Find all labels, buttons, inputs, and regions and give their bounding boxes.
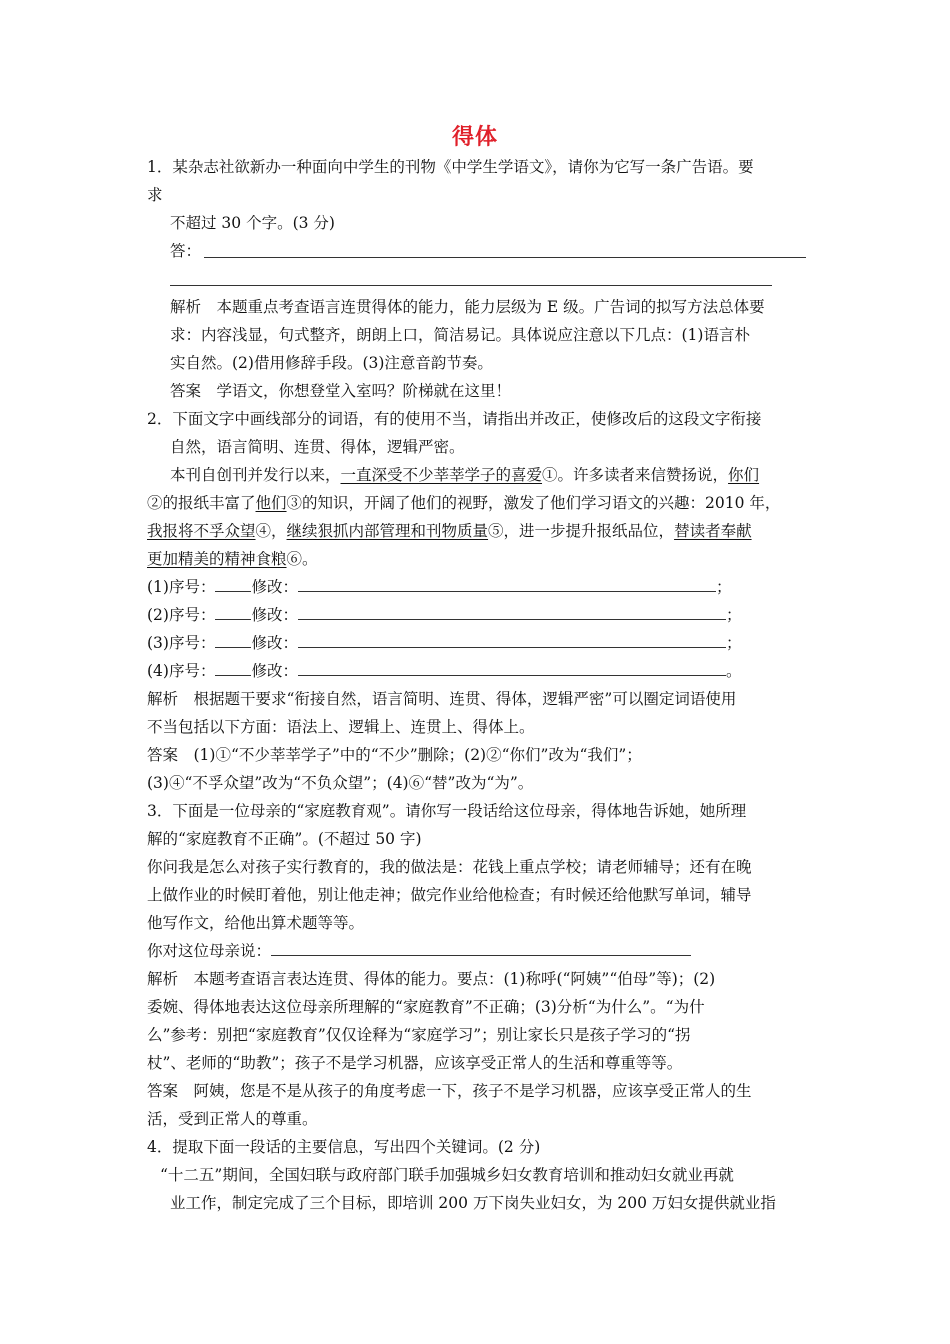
correction-blank[interactable] [298,605,726,620]
q2-prompt-line: 自然，语言简明、连贯、得体，逻辑严密。 [170,438,465,456]
underlined-phrase-6: 替读者奉献 [674,522,752,540]
passage-text: ②的报纸丰富了 [147,494,256,512]
q1-analysis-line: 实自然。(2)借用修辞手段。(3)注意音韵节奏。 [170,354,493,372]
q4-prompt: 4．提取下面一段话的主要信息，写出四个关键词。(2 分) [147,1138,541,1156]
item-label: (1)序号： [147,578,216,596]
number-blank[interactable] [215,577,251,592]
number-blank[interactable] [215,633,251,648]
underlined-phrase-7: 更加精美的精神食粮 [147,550,287,568]
q1-prompt-line: 1．某杂志社欲新办一种面向中学生的刊物《中学生学语文》，请你为它写一条广告语。要 [147,158,754,176]
q2-passage-line [170,465,759,485]
q3-prompt-line: 解的“家庭教育不正确”。(不超过 50 字) [147,830,422,848]
item-mid: 修改： [251,606,298,624]
q3-analysis-line: 委婉、得体地表达这位母亲所理解的“家庭教育”不正确；(3)分析“为什么”。“为什 [147,998,705,1016]
passage-text: ⑥。 [286,550,318,568]
q2-answer-line: 答案 (1)①“不少莘莘学子”中的“不少”删除；(2)②“你们”改为“我们”； [147,746,642,764]
underlined-phrase-1: 一直深受不少莘莘学子的喜爱 [340,466,543,484]
item-mid: 修改： [251,578,298,596]
q2-prompt-line: 2．下面文字中画线部分的词语，有的使用不当，请指出并改正，使修改后的这段文字衔接 [147,410,762,428]
item-mid: 修改： [251,662,298,680]
q4-text-line: 业工作，制定完成了三个目标，即培训 200 万下岗失业妇女，为 200 万妇女提供就业指 [170,1194,776,1212]
item-mid: 修改： [251,634,298,652]
reply-blank[interactable] [271,941,691,956]
q3-analysis-line: 杖”、老师的“助教”；孩子不是学习机器，应该享受正常人的生活和尊重等等。 [147,1054,683,1072]
passage-text: ⑤，进一步提升报纸品位， [488,522,675,540]
correction-blank[interactable] [298,633,726,648]
q4-text-line: “十二五”期间，全国妇联与政府部门联手加强城乡妇女教育培训和推动妇女就业再就 [160,1166,734,1184]
number-blank[interactable] [215,605,251,620]
q2-item-3 [147,633,742,653]
passage-text: ①。许多读者来信赞扬说， [542,466,729,484]
item-end: ； [715,578,732,596]
q1-answer: 答案 学语文，你想登堂入室吗？阶梯就在这里！ [170,382,512,400]
q1-analysis-line: 解析 本题重点考查语言连贯得体的能力，能力层级为 E 级。广告词的拟写方法总体要 [170,298,765,316]
q1-answer-line-2 [170,285,772,286]
item-end: 。 [725,662,742,680]
q3-analysis-line: 解析 本题考查语言表达连贯、得体的能力。要点：(1)称呼(“阿姨”“伯母”等)；(2) [147,970,716,988]
underlined-phrase-2: 你们 [728,466,760,484]
number-blank[interactable] [215,661,251,676]
passage-text: ③的知识，开阔了他们的视野，激发了他们学习语文的兴趣：2010 年， [286,494,781,512]
q1-requirement: 不超过 30 个字。(3 分) [170,214,335,232]
q1-answer-line [204,257,806,258]
item-label: (2)序号： [147,606,216,624]
item-end: ； [725,634,742,652]
q2-answer-line: (3)④“不孚众望”改为“不负众望”；(4)⑥“替”改为“为”。 [147,774,534,792]
underlined-phrase-4: 我报将不孚众望 [147,522,256,540]
q2-item-2 [147,605,742,625]
q1-analysis-line: 求：内容浅显，句式整齐，朗朗上口，简洁易记。具体说应注意以下几点：(1)语言朴 [170,326,750,344]
q2-item-4 [147,661,742,681]
q1-answer-prompt: 答： [170,242,202,260]
q2-passage-line [147,521,752,541]
page-title: 得体 [451,124,498,150]
q3-text-line: 你问我是怎么对孩子实行教育的，我的做法是：花钱上重点学校；请老师辅导；还有在晚 [147,858,752,876]
q2-analysis-line: 解析 根据题干要求“衔接自然，语言简明、连贯、得体，逻辑严密”可以圈定词语使用 [147,690,737,708]
correction-blank[interactable] [298,577,716,592]
q3-prompt-line: 3．下面是一位母亲的“家庭教育观”。请你写一段话给这位母亲，得体地告诉她，她所理 [147,802,747,820]
q3-text-line: 上做作业的时候盯着他，别让他走神；做完作业给他检查；有时候还给他默写单词，辅导 [147,886,752,904]
q3-reply-prompt [147,941,691,961]
q3-answer-line: 答案 阿姨，您是不是从孩子的角度考虑一下，孩子不是学习机器，应该享受正常人的生 [147,1082,752,1100]
q2-passage-line [147,549,318,569]
underlined-phrase-3: 他们 [255,494,287,512]
q3-analysis-line: 么”参考：别把“家庭教育”仅仅诠释为“家庭学习”；别让家长只是孩子学习的“拐 [147,1026,691,1044]
passage-text: 本刊自创刊并发行以来， [170,466,341,484]
passage-text: ④， [255,522,287,540]
q2-item-1 [147,577,732,597]
reply-label: 你对这位母亲说： [147,942,272,960]
q3-answer-line: 活，受到正常人的尊重。 [147,1110,318,1128]
item-label: (3)序号： [147,634,216,652]
q3-text-line: 他写作文，给他出算术题等等。 [147,914,365,932]
correction-blank[interactable] [298,661,726,676]
q2-analysis-line: 不当包括以下方面：语法上、逻辑上、连贯上、得体上。 [147,718,535,736]
q2-passage-line [147,493,780,513]
q1-prompt-line: 求 [147,186,163,204]
underlined-phrase-5: 继续狠抓内部管理和刊物质量 [286,522,489,540]
item-end: ； [725,606,742,624]
item-label: (4)序号： [147,662,216,680]
